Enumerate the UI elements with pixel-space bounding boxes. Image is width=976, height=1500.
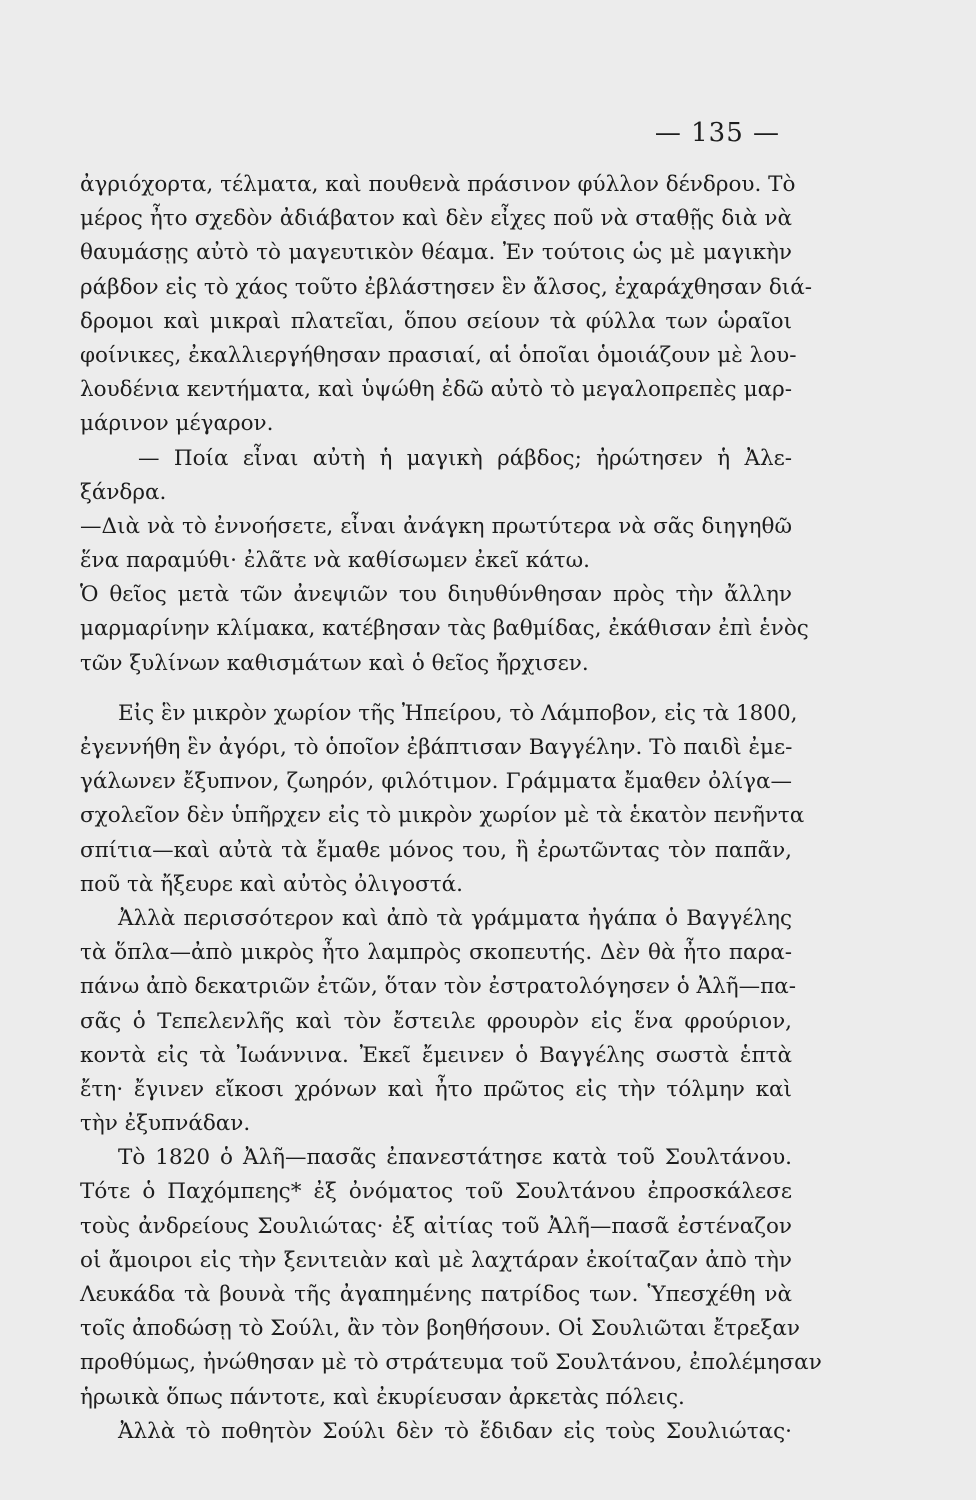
text-line: μέρος ἦτο σχεδὸν ἀδιάβατον καὶ δὲν εἶχες ποῦ νὰ σταθῇς διὰ νὰ (80, 206, 792, 232)
text-line: τὴν ἐξυπνάδαν. (80, 1111, 251, 1137)
text-line: Εἰς ἓν μικρὸν χωρίον τῆς Ἠπείρου, τὸ Λάμποβον, εἰς τὰ 1800, (118, 700, 798, 726)
text-line: ποῦ τὰ ἤξευρε καὶ αὐτὸς ὀλιγοστά. (80, 871, 464, 897)
text-line: ἐγεννήθη ἓν ἀγόρι, τὸ ὁποῖον ἐβάπτισαν Βαγγέλην. Τὸ παιδὶ ἐμε- (80, 735, 793, 760)
paragraph-5 (80, 697, 805, 902)
text-line: ράβδον εἰς τὸ χάος τοῦτο ἐβλάστησεν ἓν ἄλσος, ἐχαράχθησαν διά- (80, 274, 812, 300)
text-line: δρομοι καὶ μικραὶ πλατεῖαι, ὅπου σείουν τὰ φύλλα των ὡραῖοι (80, 308, 792, 334)
paragraph-7 (80, 1141, 822, 1415)
text-line: τοῖς ἀποδώσῃ τὸ Σούλι, ἂν τὸν βοηθήσουν. Οἱ Σουλιῶται ἔτρεξαν (80, 1316, 800, 1342)
text-line: τοὺς ἀνδρείους Σουλιώτας· ἐξ αἰτίας τοῦ Ἀλῆ—πασᾶ ἐστέναζον (80, 1213, 792, 1239)
text-line: φοίνικες, ἐκαλλιεργήθησαν πρασιαί, αἱ ὁποῖαι ὁμοιάζουν μὲ λου- (80, 342, 797, 368)
text-line: σᾶς ὁ Τεπελενλῆς καὶ τὸν ἔστειλε φρουρὸν εἰς ἕνα φρούριον, (80, 1008, 792, 1034)
text-line: Ἀλλὰ περισσότερον καὶ ἀπὸ τὰ γράμματα ἠγάπα ὁ Βαγγέλης (118, 905, 792, 931)
text-line: λουδένια κεντήματα, καὶ ὑψώθη ἐδῶ αὐτὸ τὸ μεγαλοπρεπὲς μαρ- (80, 377, 792, 403)
text-line: ἀγριόχορτα, τέλματα, καὶ πουθενὰ πράσινον φύλλον δένδρου. Τὸ (80, 172, 796, 197)
text-line: —Διὰ νὰ τὸ ἐννοήσετε, εἶναι ἀνάγκη πρωτύτερα νὰ σᾶς διηγηθῶ (80, 513, 792, 539)
text-line: προθύμως, ἠνώθησαν μὲ τὸ στράτευμα τοῦ Σουλτάνου, ἐπολέμησαν (80, 1350, 822, 1376)
text-line: γάλωνεν ἔξυπνον, ζωηρόν, φιλότιμον. Γράμματα ἔμαθεν ὀλίγα— (80, 769, 792, 795)
paragraph-2 (80, 442, 792, 510)
page-number: — 135 — (654, 118, 780, 148)
paragraph-3 (80, 510, 792, 578)
text-line: Τὸ 1820 ὁ Ἀλῆ—πασᾶς ἐπανεστάτησε κατὰ τοῦ Σουλτάνου. (118, 1145, 792, 1171)
body-text (80, 168, 822, 1449)
text-line: οἱ ἄμοιροι εἰς τὴν ξενιτειὰν καὶ μὲ λαχτάραν ἐκοίταζαν ἀπὸ τὴν (80, 1247, 792, 1273)
text-line: Λευκάδα τὰ βουνὰ τῆς ἀγαπημένης πατρίδος των. Ὑπεσχέθη νὰ (80, 1282, 792, 1307)
text-line: σπίτια—καὶ αὐτὰ τὰ ἔμαθε μόνος του, ἢ ἐρωτῶντας τὸν παπᾶν, (80, 837, 792, 863)
text-line: ἕνα παραμύθι· ἐλᾶτε νὰ καθίσωμεν ἐκεῖ κάτω. (80, 548, 590, 574)
text-line: μάρινον μέγαρον. (80, 411, 274, 437)
text-line: — Ποία εἶναι αὐτὴ ἡ μαγικὴ ράβδος; ἠρώτησεν ἡ Ἀλε- (138, 445, 792, 471)
text-line: τῶν ξυλίνων καθισμάτων καὶ ὁ θεῖος ἤρχισεν. (80, 650, 589, 676)
text-line: πάνω ἀπὸ δεκατριῶν ἐτῶν, ὅταν τὸν ἐστρατολόγησεν ὁ Ἀλῆ—πα- (80, 974, 797, 1000)
paragraph-4 (80, 578, 809, 681)
text-line: Ἀλλὰ τὸ ποθητὸν Σούλι δὲν τὸ ἔδιδαν εἰς τοὺς Σουλιώτας· (118, 1418, 792, 1444)
text-line: θαυμάσῃς αὐτὸ τὸ μαγευτικὸν θέαμα. Ἐν τούτοις ὡς μὲ μαγικὴν (80, 240, 792, 266)
text-line: σχολεῖον δὲν ὑπῆρχεν εἰς τὸ μικρὸν χωρίον μὲ τὰ ἑκατὸν πενῆντα (80, 803, 805, 829)
text-line: τὰ ὅπλα—ἀπὸ μικρὸς ἦτο λαμπρὸς σκοπευτής. Δὲν θὰ ἦτο παρα- (80, 940, 792, 966)
text-line: ξάνδρα. (80, 479, 167, 505)
text-line: μαρμαρίνην κλίμακα, κατέβησαν τὰς βαθμίδας, ἐκάθισαν ἐπὶ ἑνὸς (80, 616, 809, 642)
text-line: ἡρωικὰ ὅπως πάντοτε, καὶ ἐκυρίευσαν ἀρκετὰς πόλεις. (80, 1384, 685, 1410)
text-line: Τότε ὁ Παχόμπεης* ἐξ ὀνόματος τοῦ Σουλτάνου ἐπροσκάλεσε (80, 1179, 792, 1205)
text-line: Ὁ θεῖος μετὰ τῶν ἀνεψιῶν του διηυθύνθησαν πρὸς τὴν ἄλλην (80, 582, 792, 608)
text-line: ἔτη· ἔγινεν εἴκοσι χρόνων καὶ ἦτο πρῶτος εἰς τὴν τόλμην καὶ (80, 1076, 792, 1102)
paragraph-8 (80, 1415, 792, 1449)
paragraph-1 (80, 168, 812, 442)
paragraph-6 (80, 902, 797, 1141)
text-line: κοντὰ εἰς τὰ Ἰωάννινα. Ἐκεῖ ἔμεινεν ὁ Βαγγέλης σωστὰ ἑπτὰ (80, 1042, 792, 1068)
section-gap (80, 681, 792, 697)
